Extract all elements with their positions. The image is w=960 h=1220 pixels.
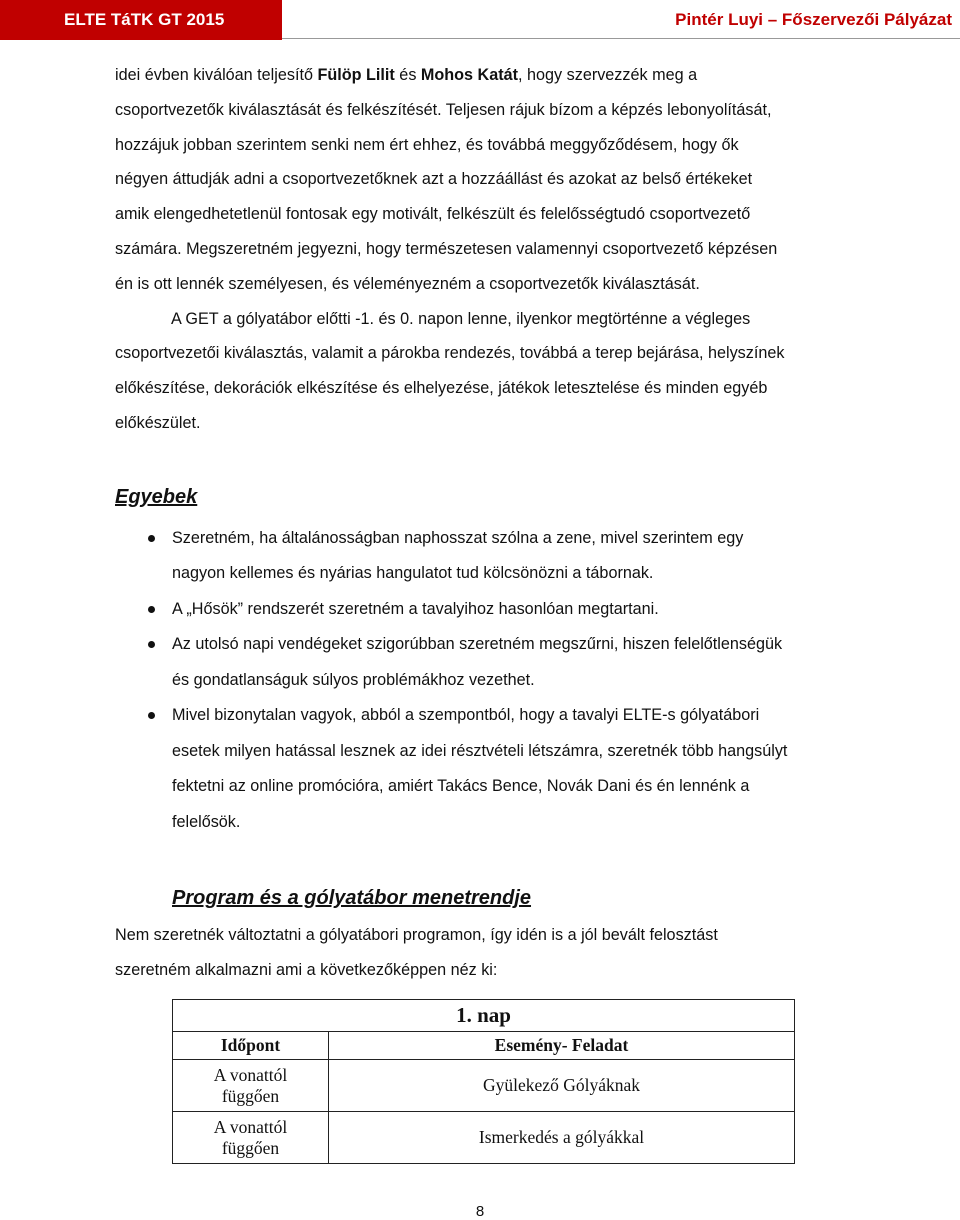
schedule-time-cell: A vonattól függően [173,1112,329,1164]
document-body [115,58,846,988]
schedule-time-cell: A vonattól függően [173,1060,329,1112]
get-line-4: előkészület. [115,413,201,432]
header-right-title: Pintér Luyi – Főszervezői Pályázat [675,10,952,29]
get-line-2: csoportvezetői kiválasztás, valamit a párokba rendezés, továbbá a terep bejárása, helyszínek [115,344,785,363]
get-line-3: előkészítése, dekorációk elkészítése és elhelyezése, játékok letesztelése és minden egyéb [115,379,768,398]
section-heading-egyebek: Egyebek [115,485,198,508]
header-left-title: ELTE TáTK GT 2015 [0,0,282,40]
schedule-day-title: 1. nap [173,1000,795,1032]
bullet-line: Mivel bizonytalan vagyok, abból a szempontból, hogy a tavalyi ELTE-s gólyatábori [172,706,760,725]
intro-line-5: amik elengedhetetlenül fontosak egy motivált, felkészült és felelősségtudó csoportvezető [115,205,751,224]
schedule-event-cell: Ismerkedés a gólyákkal [329,1112,795,1164]
section-heading-program: Program és a gólyatábor menetrendje [172,887,532,910]
intro-line-4: négyen áttudják adni a csoportvezetőknek azt a hozzáállást és azokat az belső értékeket [115,170,753,189]
bullet-dot-icon [148,535,155,542]
bullet-line: fektetni az online promócióra, amiért Takács Bence, Novák Dani és én lennénk a [172,777,750,796]
schedule-day-row [173,1000,795,1032]
intro-line-1: idei évben kiválóan teljesítő Fülöp Lilit és Mohos Katát, hogy szervezzék meg a [115,66,698,84]
bullet-line: A „Hősök” rendszerét szeretném a tavalyihoz hasonlóan megtartani. [172,599,659,618]
name-mohos-kata: Mohos Katát [420,66,519,84]
bullet-line: nagyon kellemes és nyárias hangulatot tud kölcsönözni a tábornak. [172,564,654,583]
bullet-dot-icon [148,641,155,648]
header-rule [282,38,960,39]
program-intro-paragraph [115,918,846,988]
intro-line-3: hozzájuk jobban szerintem senki nem ért ehhez, és továbbá meggyőződésem, hogy ők [115,135,739,154]
intro-line-6: számára. Megszeretném jegyezni, hogy természetesen valamennyi csoportvezető képzésen [115,239,778,258]
bullet-dot-icon [148,606,155,613]
bullet-line: Szeretném, ha általánosságban naphosszat szólna a zene, mivel szerintem egy [172,528,744,547]
bullet-item [115,521,846,592]
get-line-1: A GET a gólyatábor előtti -1. és 0. napon lenne, ilyenkor megtörténne a végleges [171,309,751,328]
get-paragraph [115,302,846,441]
schedule-header-row [173,1032,795,1060]
schedule-row [173,1060,795,1112]
bullet-line: Az utolsó napi vendégeket szigorúbban szeretném megszűrni, hiszen felelőtlenségük [172,635,783,654]
program-intro-line-1: Nem szeretnék változtatni a gólyatábori programon, így idén is a jól bevált felosztást [115,926,718,945]
bullet-item [115,592,846,628]
bullet-dot-icon [148,712,155,719]
intro-paragraph [115,58,846,302]
schedule-event-cell: Gyülekező Gólyáknak [329,1060,795,1112]
schedule-table [172,999,795,1164]
schedule-col-time: Időpont [173,1032,329,1060]
schedule-col-event: Esemény- Feladat [329,1032,795,1060]
page-number: 8 [475,1203,485,1220]
bullet-item [115,627,846,698]
bullet-line: esetek milyen hatással lesznek az idei résztvételi létszámra, szeretnék több hangsúlyt [172,741,788,760]
name-fulop-lilit: Fülöp Lilit [317,66,395,84]
schedule-row [173,1112,795,1164]
bullet-item [115,698,846,840]
bullet-line: felelősök. [172,812,241,831]
egyebek-bullet-list [115,521,846,841]
program-intro-line-2: szeretném alkalmazni ami a következőképpen néz ki: [115,961,498,980]
intro-line-2: csoportvezetők kiválasztását és felkészítését. Teljesen rájuk bízom a képzés lebonyolítását, [115,100,772,119]
intro-line-7: én is ott lennék személyesen, és véleményezném a csoportvezetők kiválasztását. [115,274,700,293]
bullet-line: és gondatlanságuk súlyos problémákhoz vezethet. [172,670,535,689]
page-header [0,0,960,40]
